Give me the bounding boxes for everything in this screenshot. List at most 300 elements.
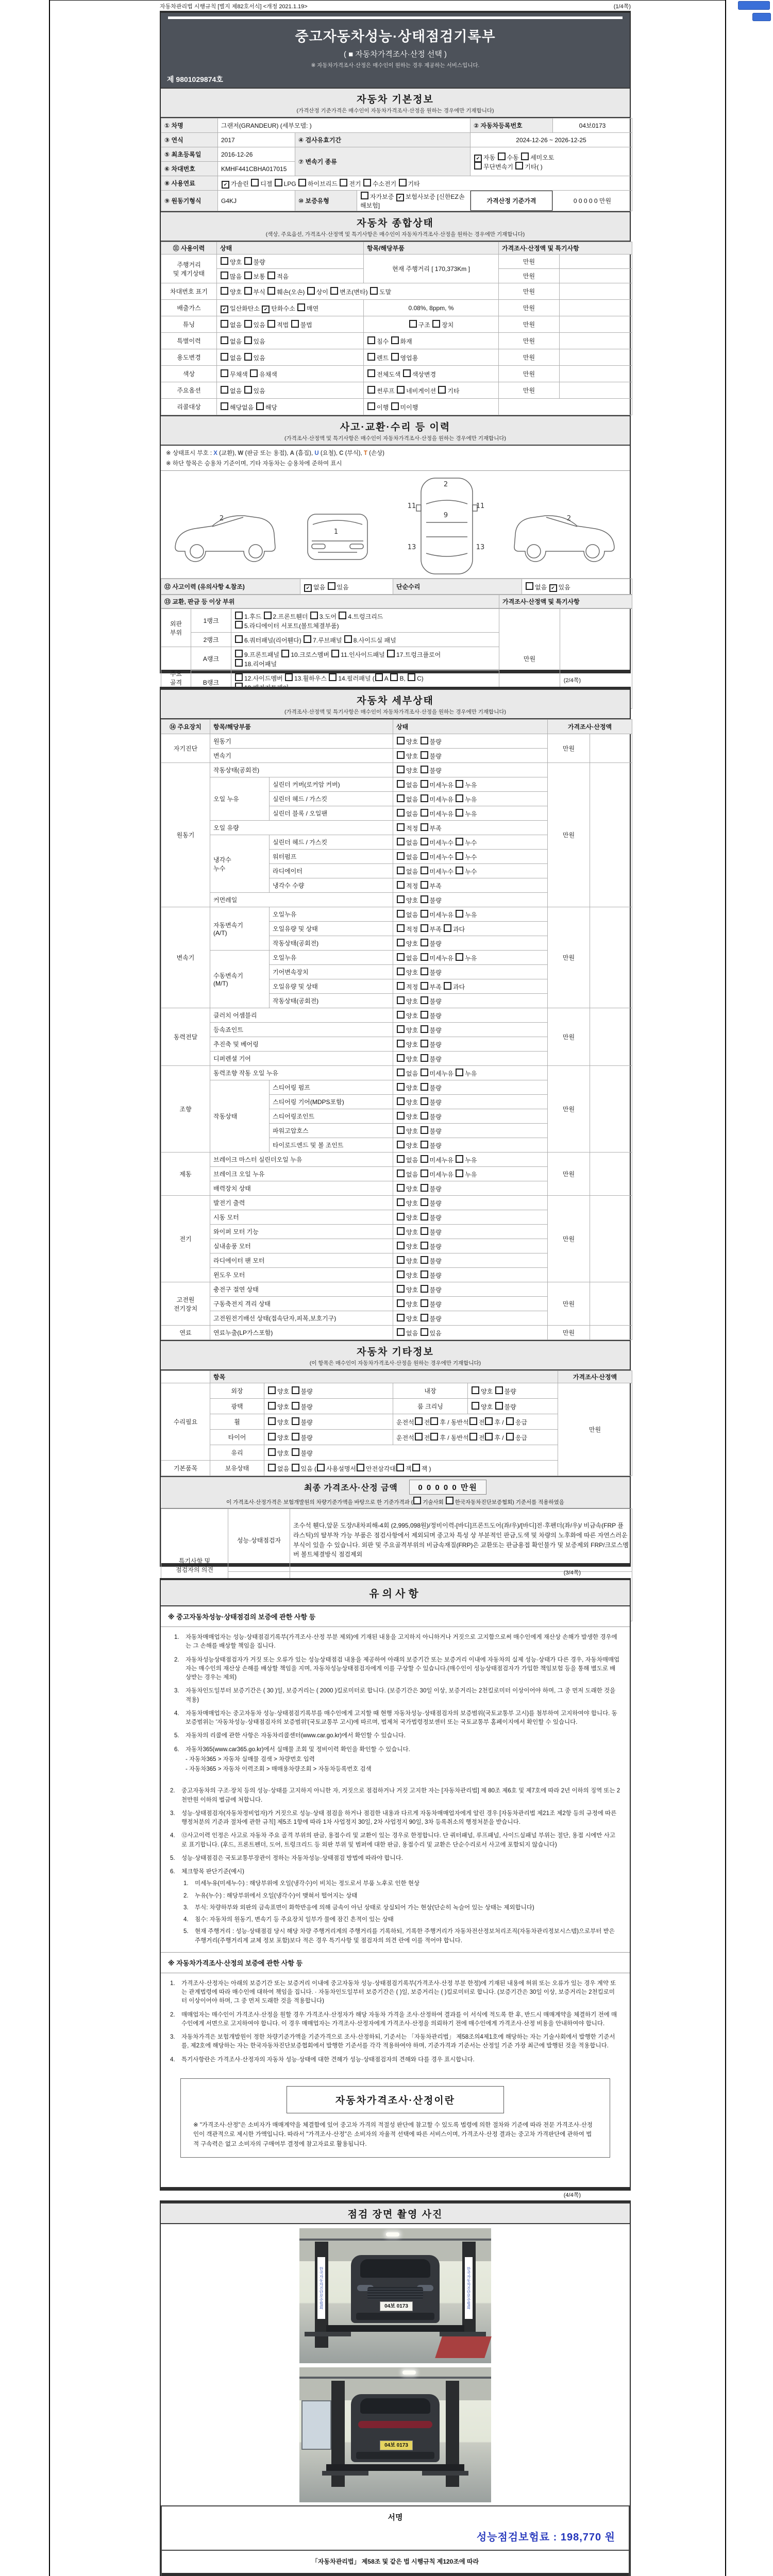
cell: 만원	[548, 763, 590, 907]
checkbox[interactable]	[421, 1141, 428, 1148]
cell: 렌트 영업용	[364, 349, 499, 366]
checkbox[interactable]	[340, 179, 347, 187]
checkbox[interactable]	[421, 1198, 428, 1206]
notice-item: 6. 자동차365(www.car365.go.kr)에서 실매물 조회 및 정비이력 확인을 확인할 수 있습니다. - 자동차365 > 자동차 실매물 검색 > 차량번호 입력 - 자동차365 > 자동차 이력조회 > 매매용차량조회 > 자동차등록번호 검색	[174, 1746, 410, 1772]
checkbox[interactable]	[469, 1433, 477, 1440]
checkbox[interactable]	[221, 369, 228, 377]
checkbox[interactable]	[421, 1083, 428, 1091]
checkbox[interactable]	[291, 320, 299, 328]
car-front-view	[351, 2255, 440, 2323]
checkbox[interactable]	[446, 1497, 453, 1504]
checkbox[interactable]	[469, 1417, 477, 1425]
cell: 이행 미이행	[364, 399, 499, 415]
checkbox[interactable]	[397, 1285, 405, 1293]
checkbox[interactable]	[397, 780, 405, 788]
checkbox[interactable]	[506, 1433, 514, 1440]
rear-bumper	[356, 2452, 434, 2459]
cell: 만원	[548, 1008, 590, 1066]
cell: ⑪ 사용이력	[161, 242, 217, 255]
checkbox[interactable]	[421, 1069, 428, 1076]
page-3	[160, 1578, 631, 2191]
cell: 없음 미세누수 누수	[393, 864, 548, 878]
checkbox[interactable]	[430, 1433, 438, 1440]
cell: 가격조사·산정액	[548, 720, 632, 734]
cell: 양호 불량	[393, 763, 548, 777]
checkbox[interactable]	[256, 402, 264, 410]
checkbox[interactable]	[367, 353, 375, 361]
cell: 양호 불량	[264, 1414, 393, 1430]
checkbox[interactable]	[397, 1227, 405, 1235]
diagram-mark: 2	[443, 481, 448, 488]
checkbox[interactable]	[244, 386, 252, 394]
checkbox[interactable]	[267, 272, 275, 279]
checkbox[interactable]	[267, 320, 275, 328]
cell: ✔ 없음 있음	[300, 579, 393, 595]
checkbox[interactable]	[235, 659, 243, 667]
checkbox[interactable]	[396, 1464, 404, 1471]
checkbox[interactable]	[397, 1270, 405, 1278]
checkbox[interactable]	[498, 152, 506, 160]
checkbox[interactable]	[268, 1448, 276, 1456]
checkbox[interactable]	[292, 1433, 299, 1440]
section-overall-state	[161, 211, 630, 242]
cell: 라디에이터	[270, 864, 393, 878]
checkbox[interactable]	[367, 402, 375, 410]
cell: ⑦ 변속기 종류	[295, 147, 470, 176]
checkbox[interactable]	[421, 1299, 428, 1307]
ceiling-lamp-2	[402, 2370, 416, 2375]
cell: 외장	[210, 1383, 264, 1399]
checkbox[interactable]	[267, 287, 275, 295]
checkbox[interactable]	[456, 1170, 463, 1177]
checkbox[interactable]	[268, 1417, 276, 1425]
cell: 썬루프 네비게이션 기타	[364, 382, 499, 399]
checkbox[interactable]	[421, 910, 428, 918]
checkbox[interactable]	[397, 1083, 405, 1091]
cell: 적정 부족 과다	[393, 979, 548, 994]
checkbox[interactable]	[397, 737, 405, 744]
checkbox[interactable]	[397, 1112, 405, 1120]
checkbox[interactable]	[415, 1433, 423, 1440]
checkbox[interactable]	[397, 953, 405, 961]
cell: 양호 불량	[393, 1282, 548, 1297]
checkbox[interactable]	[221, 353, 228, 361]
cell: 보유상태	[210, 1461, 264, 1476]
cell: 침수 화재	[364, 333, 499, 349]
checkbox[interactable]	[304, 635, 311, 643]
checkbox[interactable]	[264, 612, 272, 619]
checkbox[interactable]	[421, 1054, 428, 1062]
checkbox[interactable]	[268, 1433, 276, 1440]
cell: 04보0173	[553, 118, 632, 133]
checkbox[interactable]	[397, 1069, 405, 1076]
checkbox[interactable]	[397, 1097, 405, 1105]
checkbox[interactable]	[421, 1256, 428, 1264]
checkbox[interactable]	[421, 780, 428, 788]
checkbox[interactable]	[397, 1213, 405, 1221]
cell: 없음 있음 적법 불법	[217, 316, 364, 333]
document-frame	[49, 0, 726, 2576]
checkbox[interactable]	[397, 852, 405, 860]
notice-item: 6. 체크항목 판단기준(예시) 1. 미세누유(미세누수) : 해당부위에 오일(냉각수)이 비치는 정도로서 부품 노후로 인한 현상 2. 누유(누수) : 해당부위에서 오일(냉각수)이 맺혀서 떨어지는 상태 3. 부식: 차량하부와 외판의 금속표면이 화학반응에 의해 금속이 아닌 상태로 상실되어 가는 현상(단순히 녹슬어 있는 상태는 제외합니다) 4. 침수: 자동차의 원동기, 변속기 등 주요장치 일부가 물에 잠긴 흔적이 있는 상태 5. 현재 주행거리 : 성능·상태점검 당시 해당 차량 주행거리계의 주행거리를 기록하되, 기록한 주행거리가 자동차전산정보처리조직(자동차관리정보시스템)으로부터 받은 주행거리(주행거리계 교체 정보 포함)보다 적은 경우 특기사항 및 점검자의 의견 란에 이를 적어야 합니다.	[170, 1869, 615, 1944]
checkbox[interactable]	[397, 1198, 405, 1206]
checkbox[interactable]	[397, 386, 405, 394]
cell: ✔ 가솔린 디젤 LPG 하이브리드 전기 수소전기 기타	[218, 176, 632, 191]
cell: 양호 불량	[393, 1181, 548, 1196]
checkbox[interactable]	[421, 881, 428, 889]
checkbox[interactable]	[397, 1328, 405, 1336]
cell: 시동 모터	[210, 1210, 393, 1225]
checkbox[interactable]	[391, 402, 399, 410]
notice-item: 3. 자동차인도일부터 보증기간은 ( 30 )일, 보증거리는 ( 2000 )킬로미터로 합니다. (보증기간은 30일 이상, 보증거리는 2천킬로미터 이상이어야 하며, 그 중 먼저 도래한 것을 적용)	[174, 1688, 616, 1703]
checkbox-checked[interactable]	[474, 155, 482, 162]
notice-item: 4. ⑫사고이력 인정은 사고로 자동차 주요 골격 부위의 판금, 용접수리 및 교환이 있는 경우로 한정합니다. 단 쿼터패널, 루프패널, 사이드실패널 부위는 절단, 용접 시에만 사고로 표기합니다. (후드, 프론트펜더, 도어, 트렁크리드 등 외판 부위 및 범퍼에 대한 판금, 용접수리 및 교환은 단순수리로서 사고에 포함되지 않습니다)	[170, 1833, 616, 1848]
cell: 파워고압호스	[270, 1124, 393, 1138]
checkbox[interactable]	[397, 1011, 405, 1019]
checkbox[interactable]	[421, 1040, 428, 1047]
checkbox[interactable]	[515, 162, 523, 170]
checkbox[interactable]	[397, 910, 405, 918]
checkbox[interactable]	[421, 751, 428, 759]
checkbox[interactable]	[397, 895, 405, 903]
checkbox[interactable]	[339, 612, 346, 619]
checkbox[interactable]	[421, 1011, 428, 1019]
checkbox[interactable]	[409, 320, 417, 328]
checkbox[interactable]	[268, 1464, 276, 1471]
cell: 양호 불량	[393, 1052, 548, 1066]
checkbox[interactable]	[331, 650, 339, 657]
section-photos	[161, 2202, 630, 2224]
checkbox[interactable]	[221, 257, 228, 265]
inspection-insurance-fee: 성능점검보험료 : 198,770 원	[476, 2532, 615, 2543]
cell: A랭크	[191, 647, 231, 671]
cell: 양호 불량	[393, 893, 548, 907]
final-price-value: 0 0 0 0 0 만원	[409, 1480, 486, 1495]
checkbox[interactable]	[307, 287, 315, 295]
checkbox[interactable]	[292, 1464, 299, 1471]
checkbox[interactable]	[456, 867, 463, 874]
diagram-mark: 9	[443, 512, 448, 519]
cell: 동력조향 작동 오일 누유	[210, 1066, 393, 1080]
checkbox[interactable]	[474, 162, 482, 170]
checkbox[interactable]	[456, 1069, 463, 1076]
checkbox[interactable]	[397, 1299, 405, 1307]
checkbox[interactable]	[456, 852, 463, 860]
cell: 변속기	[161, 907, 210, 1008]
checkbox[interactable]	[221, 320, 228, 328]
checkbox[interactable]	[250, 369, 258, 377]
checkbox[interactable]	[421, 953, 428, 961]
checkbox[interactable]	[413, 1497, 421, 1504]
checkbox[interactable]	[221, 402, 228, 410]
checkbox[interactable]	[275, 179, 282, 187]
empty-cell	[590, 1066, 632, 1153]
checkbox[interactable]	[421, 1155, 428, 1163]
checkbox[interactable]	[397, 838, 405, 845]
checkbox[interactable]	[292, 1417, 299, 1425]
checkbox[interactable]	[397, 867, 405, 874]
cell: 양호 불량	[468, 1399, 558, 1414]
checkbox[interactable]	[367, 386, 375, 394]
checkbox[interactable]	[421, 1170, 428, 1177]
cell: 오일누유	[270, 907, 393, 922]
checkbox[interactable]	[421, 867, 428, 874]
checkbox[interactable]	[328, 582, 335, 590]
checkbox[interactable]	[310, 612, 318, 619]
checkbox[interactable]	[235, 621, 243, 629]
checkbox[interactable]	[397, 751, 405, 759]
cell: 양호 불량	[393, 734, 548, 749]
checkbox[interactable]	[330, 287, 338, 295]
checkbox[interactable]	[397, 924, 405, 932]
cell: 그랜저(GRANDEUR) (세부모델: )	[218, 118, 470, 133]
checkbox[interactable]	[521, 152, 529, 160]
cell: 라디에이터 팬 모터	[210, 1253, 393, 1268]
checkbox[interactable]	[421, 924, 428, 932]
checkbox[interactable]	[421, 794, 428, 802]
cell: 만원	[548, 1326, 590, 1340]
checkbox[interactable]	[292, 1402, 299, 1410]
lift-banner-left: 한국자동차진단보증협회	[317, 2257, 325, 2319]
checkbox[interactable]	[397, 1314, 405, 1321]
cell: 오일유량 및 상태	[270, 922, 393, 936]
checkbox[interactable]	[397, 809, 405, 817]
cell: 양호 불량	[264, 1445, 558, 1461]
checkbox[interactable]	[456, 910, 463, 918]
checkbox[interactable]	[399, 179, 407, 187]
cell: 없음 미세누수 누수	[393, 850, 548, 864]
checkbox[interactable]	[397, 1155, 405, 1163]
notice-item: 2. 매매업자는 매수인이 가격조사·산정을 원할 경우 가격조사·산정자가 해당 자동차 가격을 조사·산정하여 결과를 이 서식에 적도록 한 후, 반드시 매매계약을 체결하기 전에 매수인에게 서면으로 고지하여야 합니다. 이 경우 매매업자는 가격조사·산정자에게 가격조사·산정을 의뢰하기 전에 매수인에게 가격조사·산정 비용을 안내하여야 합니다.	[170, 2011, 617, 2027]
form-subtitle: ( ■ 자동차가격조사·산정 선택 )	[343, 50, 447, 59]
checkbox[interactable]	[397, 1184, 405, 1192]
checkbox[interactable]	[456, 809, 463, 817]
cell: 양호 부식 훼손(오손) 상이 변조(변타) 도말	[217, 283, 499, 300]
checkbox[interactable]	[421, 968, 428, 975]
checkbox-checked[interactable]	[262, 306, 270, 313]
checkbox[interactable]	[421, 1097, 428, 1105]
section-detail-title: 자동차 세부상태	[357, 696, 434, 706]
checkbox[interactable]	[456, 953, 463, 961]
checkbox[interactable]	[397, 1170, 405, 1177]
top-right-badge-1[interactable]	[738, 1, 770, 10]
checkbox[interactable]	[421, 895, 428, 903]
checkbox[interactable]	[397, 1141, 405, 1148]
cell: 운전석 전 후 / 동반석 전 후 / 응급	[393, 1414, 558, 1430]
checkbox[interactable]	[367, 336, 375, 344]
checkbox-checked[interactable]	[304, 584, 312, 592]
checkbox[interactable]	[421, 809, 428, 817]
checkbox[interactable]	[244, 272, 252, 279]
cell: 0 0 0 0 0 만원	[553, 191, 632, 211]
checkbox[interactable]	[387, 650, 395, 657]
checkbox[interactable]	[397, 823, 405, 831]
notice-item: 5. 자동차의 리콜에 관한 사항은 자동차리콜센터(www.car.go.kr)에서 확인할 수 있습니다.	[174, 1733, 406, 1739]
checkbox[interactable]	[244, 287, 252, 295]
lift-banner-right: 한국자동차진단보증협회	[465, 2257, 473, 2319]
notice-sub2: ※ 자동차가격조사·산정의 보증에 관한 사항 등	[161, 1952, 630, 1973]
checkbox[interactable]	[421, 1184, 428, 1192]
checkbox[interactable]	[397, 1054, 405, 1062]
checkbox[interactable]	[456, 794, 463, 802]
checkbox[interactable]	[344, 635, 352, 643]
checkbox[interactable]	[397, 939, 405, 946]
checkbox[interactable]	[495, 1386, 503, 1394]
checkbox[interactable]	[397, 996, 405, 1004]
front-bumper	[356, 2313, 434, 2320]
empty-cell	[590, 763, 632, 907]
checkbox[interactable]	[415, 1417, 423, 1425]
checkbox[interactable]	[363, 179, 371, 187]
checkbox[interactable]	[367, 369, 375, 377]
cell: 가격산정 기준가격	[470, 191, 553, 211]
section-other-title: 자동차 기타정보	[357, 1347, 434, 1358]
checkbox[interactable]	[421, 996, 428, 1004]
checkbox[interactable]	[244, 353, 252, 361]
checkbox[interactable]	[221, 386, 228, 394]
checkbox[interactable]	[357, 1464, 364, 1471]
checkbox[interactable]	[421, 766, 428, 773]
cell: 전기	[161, 1196, 210, 1282]
checkbox[interactable]	[397, 1040, 405, 1047]
checkbox[interactable]	[281, 650, 289, 657]
checkbox[interactable]	[421, 1314, 428, 1321]
empty-cell	[560, 382, 632, 399]
checkbox[interactable]	[421, 838, 428, 845]
checkbox[interactable]	[485, 1417, 493, 1425]
checkbox[interactable]	[403, 369, 411, 377]
checkbox[interactable]	[421, 1242, 428, 1249]
checkbox[interactable]	[317, 1464, 325, 1471]
checkbox[interactable]	[244, 257, 252, 265]
checkbox[interactable]	[235, 635, 243, 643]
cell: 오일유량 및 상태	[270, 979, 393, 994]
checkbox[interactable]	[421, 1270, 428, 1278]
checkbox[interactable]	[397, 1256, 405, 1264]
checkbox[interactable]	[495, 1402, 503, 1410]
checkbox[interactable]	[292, 1448, 299, 1456]
checkbox[interactable]	[370, 287, 378, 295]
checkbox[interactable]	[421, 737, 428, 744]
checkbox[interactable]	[421, 939, 428, 946]
cell: 구동축전지 격리 상태	[210, 1297, 393, 1311]
cell: 자가보증 ✔보험사보증 [신한EZ손해보험]	[357, 191, 470, 211]
checkbox[interactable]	[397, 794, 405, 802]
checkbox[interactable]	[472, 1402, 479, 1410]
checkbox[interactable]	[391, 336, 399, 344]
checkbox[interactable]	[397, 968, 405, 975]
checkbox[interactable]	[297, 303, 305, 311]
checkbox-checked[interactable]	[221, 306, 228, 313]
checkbox[interactable]	[412, 1464, 420, 1471]
checkbox[interactable]	[244, 336, 252, 344]
notice-header	[161, 1580, 630, 1606]
checkbox[interactable]	[361, 192, 368, 199]
cell: 양호 불량	[393, 936, 548, 951]
cell: ⑬ 교환, 판금 등 이상 부위	[161, 595, 499, 608]
cell: 양호 불량	[393, 1109, 548, 1124]
checkbox[interactable]	[421, 1126, 428, 1134]
cell: 고전원전기배선 상태(접속단자,피복,보호기구)	[210, 1311, 393, 1326]
cell: 냉각수 수량	[270, 878, 393, 893]
cell: 만원	[548, 1196, 590, 1282]
checkbox[interactable]	[298, 179, 306, 187]
checkbox[interactable]	[397, 1126, 405, 1134]
checkbox[interactable]	[485, 1433, 493, 1440]
section-overall-title: 자동차 종합상태	[357, 218, 434, 229]
checkbox[interactable]	[421, 1112, 428, 1120]
checkbox[interactable]	[456, 838, 463, 845]
checkbox[interactable]	[221, 272, 228, 279]
checkbox[interactable]	[421, 982, 428, 990]
checkbox[interactable]	[397, 982, 405, 990]
checkbox[interactable]	[397, 1242, 405, 1249]
checkbox[interactable]	[397, 1025, 405, 1033]
checkbox[interactable]	[421, 823, 428, 831]
checkbox[interactable]	[421, 1328, 428, 1336]
checkbox[interactable]	[268, 1386, 276, 1394]
checkbox-checked[interactable]	[549, 584, 557, 592]
checkbox[interactable]	[421, 1285, 428, 1293]
checkbox[interactable]	[235, 612, 243, 619]
checkbox-checked[interactable]	[222, 181, 229, 189]
cell: 상태	[393, 720, 548, 734]
checkbox[interactable]	[292, 1386, 299, 1394]
checkbox-checked[interactable]	[396, 194, 404, 201]
form-title: 중고자동차성능·상태점검기록부	[295, 29, 496, 44]
checkbox[interactable]	[456, 780, 463, 788]
checkbox[interactable]	[235, 650, 243, 657]
top-right-badge-2[interactable]	[752, 13, 771, 21]
checkbox[interactable]	[251, 179, 259, 187]
checkbox[interactable]	[421, 1025, 428, 1033]
cell: 기본품목	[161, 1461, 210, 1476]
rear-window	[360, 2398, 430, 2414]
checkbox[interactable]	[432, 320, 440, 328]
checkbox[interactable]	[456, 1155, 463, 1163]
car-rear-view	[351, 2394, 440, 2462]
checkbox[interactable]	[397, 766, 405, 773]
checkbox[interactable]	[421, 852, 428, 860]
form-law-reference: 자동차관리법 시행규칙 [별지 제82호서식] <개정 2021.1.19>	[160, 4, 308, 10]
cell: G4KJ	[218, 191, 295, 211]
checkbox[interactable]	[444, 982, 451, 990]
checkbox[interactable]	[506, 1417, 514, 1425]
checkbox[interactable]	[444, 924, 451, 932]
cell: 만원	[499, 349, 560, 366]
checkbox[interactable]	[397, 881, 405, 889]
checkbox[interactable]	[526, 582, 533, 590]
lift-ramp-right-2	[422, 2471, 468, 2476]
checkbox[interactable]	[421, 1213, 428, 1221]
checkbox[interactable]	[438, 386, 446, 394]
checkbox[interactable]	[221, 336, 228, 344]
cell: 윈도우 모터	[210, 1268, 393, 1282]
basic-info-table	[161, 118, 630, 211]
checkbox[interactable]	[430, 1417, 438, 1425]
checkbox[interactable]	[268, 1402, 276, 1410]
cell: 양호 불량	[393, 1080, 548, 1095]
checkbox[interactable]	[421, 1227, 428, 1235]
license-plate-rear: 04보 0173	[380, 2441, 413, 2450]
checkbox[interactable]	[472, 1386, 479, 1394]
checkbox[interactable]	[221, 287, 228, 295]
checkbox[interactable]	[244, 320, 252, 328]
cell: 클러치 어셈블리	[210, 1008, 393, 1023]
cell: 동력전달	[161, 1008, 210, 1066]
checkbox[interactable]	[391, 353, 399, 361]
cell: 양호 불량	[393, 1253, 548, 1268]
